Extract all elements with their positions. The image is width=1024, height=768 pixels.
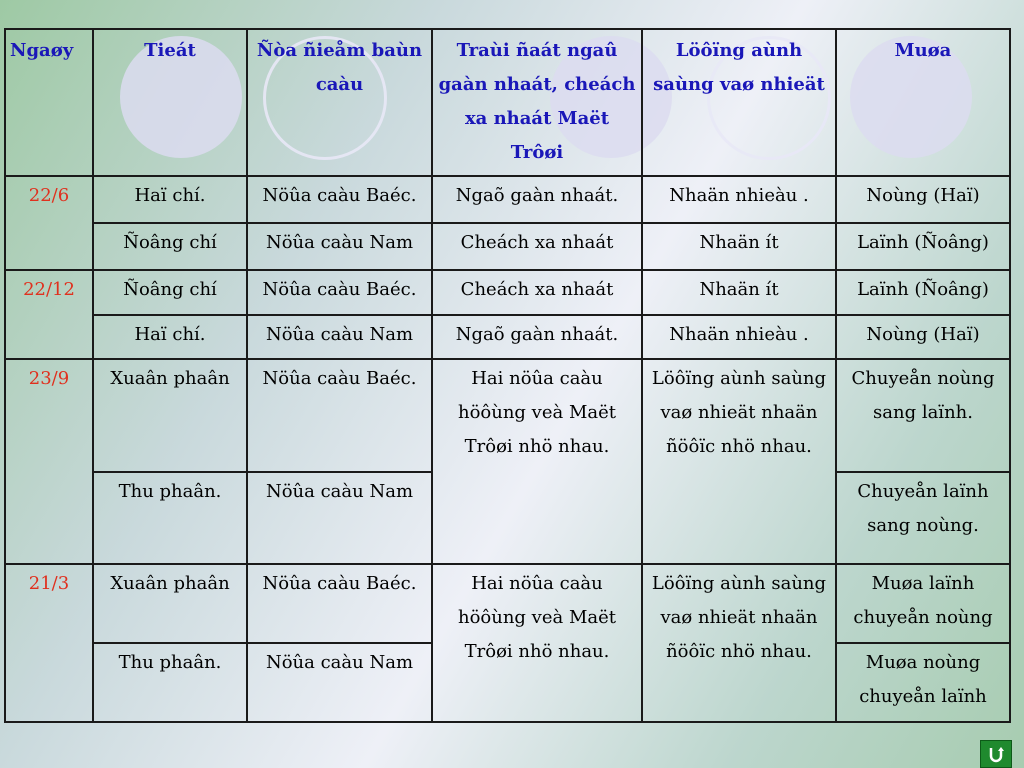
season-cell: Muøa laïnh chuyeån noùng bbox=[836, 564, 1010, 643]
return-button[interactable] bbox=[980, 740, 1012, 768]
location-cell: Nöûa caàu Baéc. bbox=[247, 564, 432, 643]
seasons-table bbox=[4, 28, 1011, 723]
location-cell: Nöûa caàu Baéc. bbox=[247, 359, 432, 472]
term-cell: Thu phaân. bbox=[93, 643, 247, 722]
term-cell: Xuaân phaân bbox=[93, 359, 247, 472]
header-solar-term: Tieát bbox=[93, 29, 247, 176]
term-cell: Haï chí. bbox=[93, 315, 247, 359]
heat-cell: Nhaän nhieàu . bbox=[642, 315, 836, 359]
season-cell: Laïnh (Ñoâng) bbox=[836, 270, 1010, 315]
season-cell: Noùng (Haï) bbox=[836, 315, 1010, 359]
header-date: Ngaøy bbox=[5, 29, 93, 176]
location-cell: Nöûa caàu Nam bbox=[247, 315, 432, 359]
table-row bbox=[5, 176, 1010, 223]
date-cell: 21/3 bbox=[5, 564, 93, 722]
location-cell: Nöûa caàu Nam bbox=[247, 643, 432, 722]
heat-cell: Löôïng aùnh saùng vaø nhieät nhaän ñöôïc nhö nhau. bbox=[642, 359, 836, 564]
header-earth-position: Traùi ñaát ngaû gaàn nhaát, cheách xa nhaát Maët Trôøi bbox=[432, 29, 642, 176]
term-cell: Ñoâng chí bbox=[93, 223, 247, 270]
header-heat-received: Löôïng aùnh saùng vaø nhieät bbox=[642, 29, 836, 176]
season-cell: Laïnh (Ñoâng) bbox=[836, 223, 1010, 270]
table-header-row bbox=[5, 29, 1010, 176]
table-row bbox=[5, 223, 1010, 270]
heat-cell: Nhaän ít bbox=[642, 223, 836, 270]
location-cell: Nöûa caàu Baéc. bbox=[247, 270, 432, 315]
term-cell: Ñoâng chí bbox=[93, 270, 247, 315]
table-row bbox=[5, 564, 1010, 643]
heat-cell: Nhaän ít bbox=[642, 270, 836, 315]
heat-cell: Löôïng aùnh saùng vaø nhieät nhaän ñöôïc nhö nhau. bbox=[642, 564, 836, 722]
season-cell: Noùng (Haï) bbox=[836, 176, 1010, 223]
table-row bbox=[5, 359, 1010, 472]
position-cell: Hai nöûa caàu höôùng veà Maët Trôøi nhö nhau. bbox=[432, 359, 642, 564]
date-cell: 23/9 bbox=[5, 359, 93, 564]
header-location: Ñòa ñieåm baùn caàu bbox=[247, 29, 432, 176]
term-cell: Haï chí. bbox=[93, 176, 247, 223]
location-cell: Nöûa caàu Nam bbox=[247, 472, 432, 564]
position-cell: Ngaõ gaàn nhaát. bbox=[432, 176, 642, 223]
season-cell: Chuyeån noùng sang laïnh. bbox=[836, 359, 1010, 472]
term-cell: Thu phaân. bbox=[93, 472, 247, 564]
position-cell: Cheách xa nhaát bbox=[432, 270, 642, 315]
term-cell: Xuaân phaân bbox=[93, 564, 247, 643]
table-row bbox=[5, 270, 1010, 315]
table-row bbox=[5, 315, 1010, 359]
position-cell: Hai nöûa caàu höôùng veà Maët Trôøi nhö nhau. bbox=[432, 564, 642, 722]
position-cell: Cheách xa nhaát bbox=[432, 223, 642, 270]
position-cell: Ngaõ gaàn nhaát. bbox=[432, 315, 642, 359]
location-cell: Nöûa caàu Nam bbox=[247, 223, 432, 270]
season-cell: Muøa noùng chuyeån laïnh bbox=[836, 643, 1010, 722]
date-cell: 22/12 bbox=[5, 270, 93, 359]
heat-cell: Nhaän nhieàu . bbox=[642, 176, 836, 223]
header-season: Muøa bbox=[836, 29, 1010, 176]
season-cell: Chuyeån laïnh sang noùng. bbox=[836, 472, 1010, 564]
return-arrow-icon bbox=[987, 745, 1005, 763]
location-cell: Nöûa caàu Baéc. bbox=[247, 176, 432, 223]
date-cell: 22/6 bbox=[5, 176, 93, 270]
